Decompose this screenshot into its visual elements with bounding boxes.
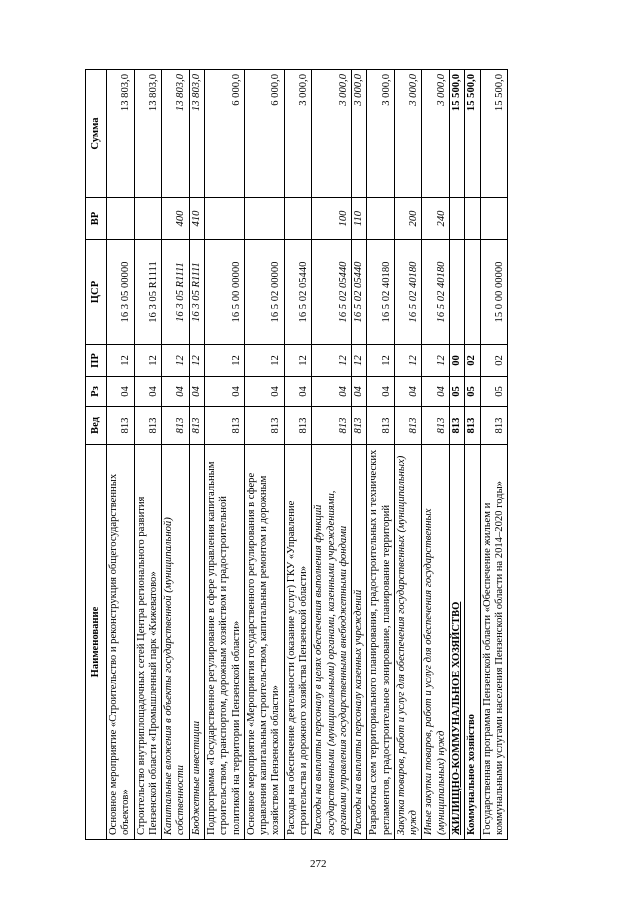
table-row bbox=[465, 70, 480, 840]
row-ved-cell: 813 bbox=[312, 407, 352, 445]
header-pr: ПР bbox=[86, 345, 107, 377]
row-vr-cell: 400 bbox=[162, 198, 190, 240]
row-sum-cell: 13 803,0 bbox=[134, 70, 162, 198]
row-csr-cell bbox=[450, 240, 465, 345]
row-ved-cell: 813 bbox=[244, 407, 284, 445]
table-row bbox=[312, 70, 352, 840]
row-ved-cell: 813 bbox=[352, 407, 367, 445]
row-ved-cell: 813 bbox=[189, 407, 204, 445]
row-name-cell: Расходы на выплаты персоналу казенных учреждений bbox=[352, 445, 367, 840]
row-sum-cell: 6 000,0 bbox=[204, 70, 244, 198]
header-rz: Рз bbox=[86, 377, 107, 407]
row-pr-cell: 12 bbox=[312, 345, 352, 377]
header-csr: ЦСР bbox=[86, 240, 107, 345]
row-pr-cell: 02 bbox=[480, 345, 508, 377]
row-rz-cell: 04 bbox=[162, 377, 190, 407]
row-csr-cell: 16 3 05 00000 bbox=[107, 240, 135, 345]
row-rz-cell: 04 bbox=[394, 377, 422, 407]
page-number: 272 bbox=[310, 858, 327, 870]
row-ved-cell: 813 bbox=[284, 407, 312, 445]
row-pr-cell: 12 bbox=[134, 345, 162, 377]
budget-table bbox=[85, 69, 508, 840]
row-sum-cell: 13 803,0 bbox=[162, 70, 190, 198]
row-vr-cell: 110 bbox=[352, 198, 367, 240]
row-name-cell: Коммунальное хозяйство bbox=[465, 445, 480, 840]
row-rz-cell: 05 bbox=[465, 377, 480, 407]
row-sum-cell: 3 000,0 bbox=[352, 70, 367, 198]
table-row bbox=[162, 70, 190, 840]
row-rz-cell: 04 bbox=[244, 377, 284, 407]
row-sum-cell: 3 000,0 bbox=[312, 70, 352, 198]
table-row bbox=[352, 70, 367, 840]
row-rz-cell: 04 bbox=[189, 377, 204, 407]
table-header-row bbox=[86, 70, 107, 840]
row-csr-cell: 16 5 02 40180 bbox=[394, 240, 422, 345]
row-rz-cell: 04 bbox=[204, 377, 244, 407]
row-name-cell: Строительство внутриплощадочных сетей Центра регионального развития Пензенской области «Промышленный парк «Кижеватово» bbox=[134, 445, 162, 840]
row-vr-cell: 240 bbox=[422, 198, 450, 240]
row-csr-cell: 16 5 02 40180 bbox=[367, 240, 395, 345]
row-csr-cell: 16 5 02 05440 bbox=[352, 240, 367, 345]
row-csr-cell: 16 5 02 05440 bbox=[284, 240, 312, 345]
row-rz-cell: 04 bbox=[312, 377, 352, 407]
row-ved-cell: 813 bbox=[367, 407, 395, 445]
row-pr-cell: 12 bbox=[204, 345, 244, 377]
row-sum-cell: 3 000,0 bbox=[284, 70, 312, 198]
row-rz-cell: 04 bbox=[352, 377, 367, 407]
row-vr-cell bbox=[284, 198, 312, 240]
row-csr-cell bbox=[465, 240, 480, 345]
row-name-cell: Подпрограмма «Государственное регулирование в сфере управления капитальным строительством, транспортом, дорожным хозяйством и градостроительной политикой на территории Пензенской области» bbox=[204, 445, 244, 840]
row-name-cell: Разработка схем территориального планирования, градостроительных и технических регламентов, градостроительное зонирование, планирование территорий bbox=[367, 445, 395, 840]
row-vr-cell bbox=[107, 198, 135, 240]
row-vr-cell bbox=[367, 198, 395, 240]
row-pr-cell: 02 bbox=[465, 345, 480, 377]
row-name-cell: Иные закупки товаров, работ и услуг для обеспечения государственных (муниципальных) нужд bbox=[422, 445, 450, 840]
row-rz-cell: 04 bbox=[107, 377, 135, 407]
row-name-cell: Капитальные вложения в объекты государственной (муниципальной) собственности bbox=[162, 445, 190, 840]
row-vr-cell bbox=[465, 198, 480, 240]
row-csr-cell: 16 5 00 00000 bbox=[204, 240, 244, 345]
rotated-table-container bbox=[85, 70, 560, 840]
header-ved: Вед bbox=[86, 407, 107, 445]
row-csr-cell: 16 5 02 05440 bbox=[312, 240, 352, 345]
row-pr-cell: 12 bbox=[189, 345, 204, 377]
row-csr-cell: 16 5 02 40180 bbox=[422, 240, 450, 345]
row-rz-cell: 04 bbox=[422, 377, 450, 407]
row-name-cell: Государственная программа Пензенской области «Обеспечение жильем и коммунальными услугами населения Пензенской области на 2014–2020 годы» bbox=[480, 445, 508, 840]
row-sum-cell: 15 500,0 bbox=[480, 70, 508, 198]
row-name-cell: Основное мероприятие «Строительство и реконструкция общегосударственных объектов» bbox=[107, 445, 135, 840]
row-csr-cell: 16 3 05 R1111 bbox=[162, 240, 190, 345]
row-rz-cell: 05 bbox=[480, 377, 508, 407]
table-row bbox=[244, 70, 284, 840]
table-row bbox=[204, 70, 244, 840]
row-ved-cell: 813 bbox=[134, 407, 162, 445]
row-vr-cell bbox=[450, 198, 465, 240]
row-ved-cell: 813 bbox=[394, 407, 422, 445]
row-sum-cell: 6 000,0 bbox=[244, 70, 284, 198]
row-ved-cell: 813 bbox=[107, 407, 135, 445]
row-vr-cell: 410 bbox=[189, 198, 204, 240]
row-ved-cell: 813 bbox=[450, 407, 465, 445]
row-csr-cell: 16 3 05 R1111 bbox=[189, 240, 204, 345]
row-pr-cell: 12 bbox=[284, 345, 312, 377]
row-rz-cell: 04 bbox=[367, 377, 395, 407]
row-rz-cell: 05 bbox=[450, 377, 465, 407]
header-sum: Сумма bbox=[86, 70, 107, 198]
row-ved-cell: 813 bbox=[162, 407, 190, 445]
row-pr-cell: 12 bbox=[162, 345, 190, 377]
row-name-cell: Закупка товаров, работ и услуг для обеспечения государственных (муниципальных) нужд bbox=[394, 445, 422, 840]
row-pr-cell: 12 bbox=[367, 345, 395, 377]
table-row bbox=[480, 70, 508, 840]
row-sum-cell: 13 803,0 bbox=[107, 70, 135, 198]
row-vr-cell bbox=[134, 198, 162, 240]
row-vr-cell: 100 bbox=[312, 198, 352, 240]
row-name-cell: Расходы на обеспечение деятельности (оказание услуг) ГКУ «Управление строительства и дорожного хозяйства Пензенской области» bbox=[284, 445, 312, 840]
row-name-cell: Бюджетные инвестиции bbox=[189, 445, 204, 840]
row-rz-cell: 04 bbox=[134, 377, 162, 407]
row-pr-cell: 12 bbox=[107, 345, 135, 377]
row-vr-cell bbox=[204, 198, 244, 240]
header-name: Наименование bbox=[86, 445, 107, 840]
table-row bbox=[450, 70, 465, 840]
row-ved-cell: 813 bbox=[422, 407, 450, 445]
row-name-cell: Основное мероприятие «Мероприятия государственного регулирования в сфере управления капитальным строительством, капитальным ремонтом и дорожным хозяйством Пензенской области» bbox=[244, 445, 284, 840]
table-row bbox=[134, 70, 162, 840]
header-vr: ВР bbox=[86, 198, 107, 240]
row-pr-cell: 12 bbox=[422, 345, 450, 377]
row-csr-cell: 15 0 00 00000 bbox=[480, 240, 508, 345]
row-sum-cell: 15 500,0 bbox=[450, 70, 465, 198]
row-ved-cell: 813 bbox=[465, 407, 480, 445]
table-row bbox=[107, 70, 135, 840]
row-sum-cell: 3 000,0 bbox=[422, 70, 450, 198]
row-csr-cell: 16 5 02 00000 bbox=[244, 240, 284, 345]
row-ved-cell: 813 bbox=[480, 407, 508, 445]
row-rz-cell: 04 bbox=[284, 377, 312, 407]
row-sum-cell: 13 803,0 bbox=[189, 70, 204, 198]
table-row bbox=[189, 70, 204, 840]
row-sum-cell: 15 500,0 bbox=[465, 70, 480, 198]
row-name-cell: ЖИЛИЩНО-КОММУНАЛЬНОЕ ХОЗЯЙСТВО bbox=[450, 445, 465, 840]
row-pr-cell: 12 bbox=[394, 345, 422, 377]
row-ved-cell: 813 bbox=[204, 407, 244, 445]
table-body bbox=[107, 70, 508, 840]
row-vr-cell bbox=[480, 198, 508, 240]
table-row bbox=[284, 70, 312, 840]
row-pr-cell: 12 bbox=[352, 345, 367, 377]
row-pr-cell: 00 bbox=[450, 345, 465, 377]
row-sum-cell: 3 000,0 bbox=[367, 70, 395, 198]
row-vr-cell: 200 bbox=[394, 198, 422, 240]
row-csr-cell: 16 3 05 R1111 bbox=[134, 240, 162, 345]
table-row bbox=[422, 70, 450, 840]
row-vr-cell bbox=[244, 198, 284, 240]
row-name-cell: Расходы на выплаты персоналу в целях обеспечения выполнения функций государственными (муниципальными) органами, казенными учреждениями, органами управления государственными внебюджетными фондами bbox=[312, 445, 352, 840]
row-sum-cell: 3 000,0 bbox=[394, 70, 422, 198]
table-row bbox=[394, 70, 422, 840]
table-row bbox=[367, 70, 395, 840]
row-pr-cell: 12 bbox=[244, 345, 284, 377]
